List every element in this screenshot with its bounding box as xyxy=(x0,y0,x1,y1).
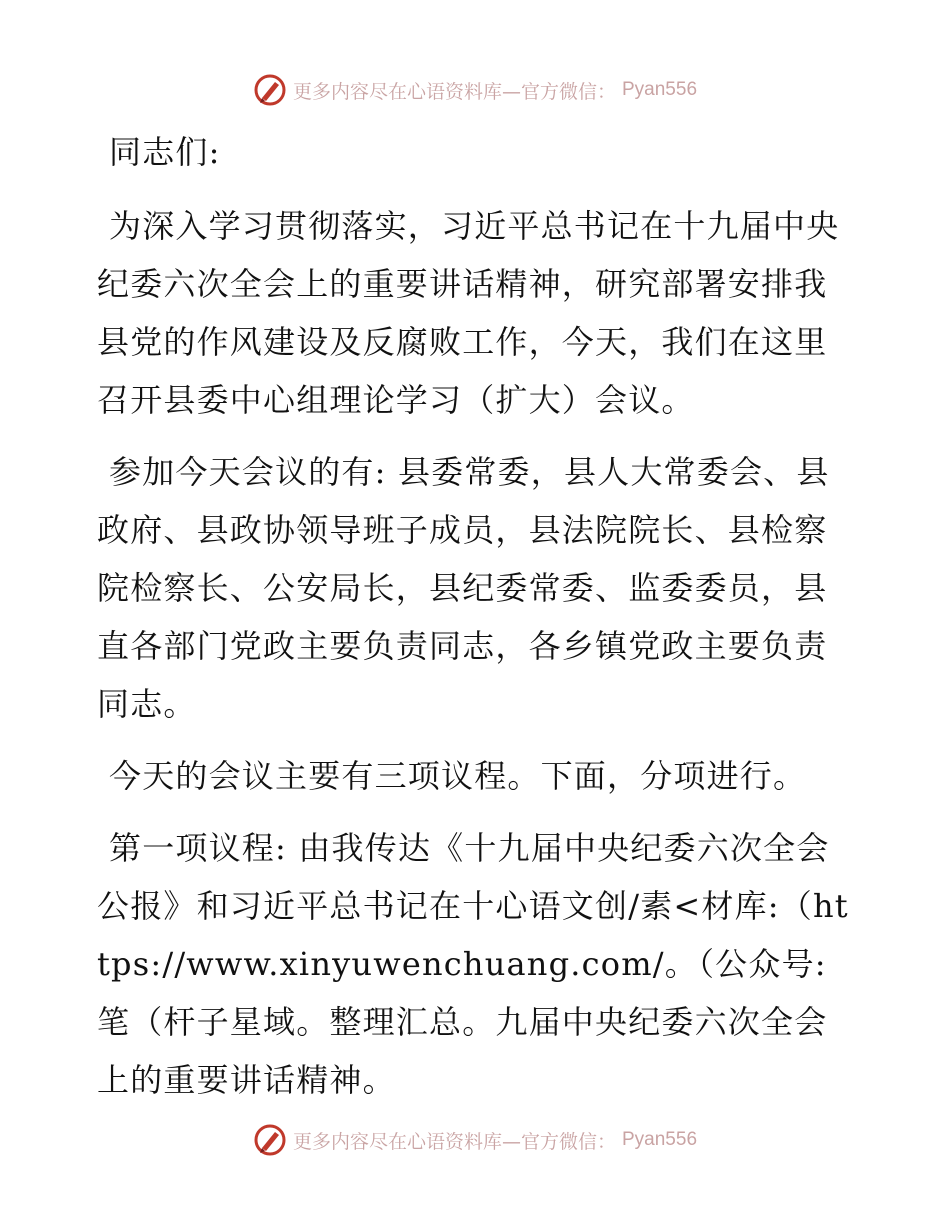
paragraph-1: 为深入学习贯彻落实，习近平总书记在十九届中央纪委六次全会上的重要讲话精神，研究部署安排我县党的作风建设及反腐败工作，今天，我们在这里召开县委中心组理论学习（扩大）会议。 xyxy=(97,207,840,419)
paragraph-4: 第一项议程: 由我传达《十九届中央纪委六次全会公报》和习近平总书记在十心语文创/素<材库:（https://www.xinyuwenchuang.com/。（公众号: 笔（杆子星域。整理汇总。九届中央纪委六次全会上的重要讲话精神。 xyxy=(97,829,849,1099)
footer-watermark-banner xyxy=(0,1120,950,1160)
pen-logo-icon xyxy=(253,1123,287,1157)
banner-text: 更多内容尽在心语资料库—官方微信： xyxy=(292,1130,616,1153)
paragraph-3: 今天的会议主要有三项议程。下面，分项进行。 xyxy=(109,757,807,795)
banner-wechat-id: Pyan556 xyxy=(622,1129,698,1150)
paragraph-2: 参加今天会议的有: 县委常委，县人大常委会、县政府、县政协领导班子成员，县法院院长、县检察院检察长、公安局长，县纪委常委、监委委员，县直各部门党政主要负责同志，各乡镇党政主要负责同志。 xyxy=(97,453,830,723)
header-watermark-banner xyxy=(0,70,950,110)
greeting: 同志们: xyxy=(109,133,221,171)
document-body xyxy=(97,123,857,1123)
banner-text: 更多内容尽在心语资料库—官方微信： xyxy=(292,80,616,103)
banner-wechat-id: Pyan556 xyxy=(622,79,698,100)
pen-logo-icon xyxy=(253,73,287,107)
